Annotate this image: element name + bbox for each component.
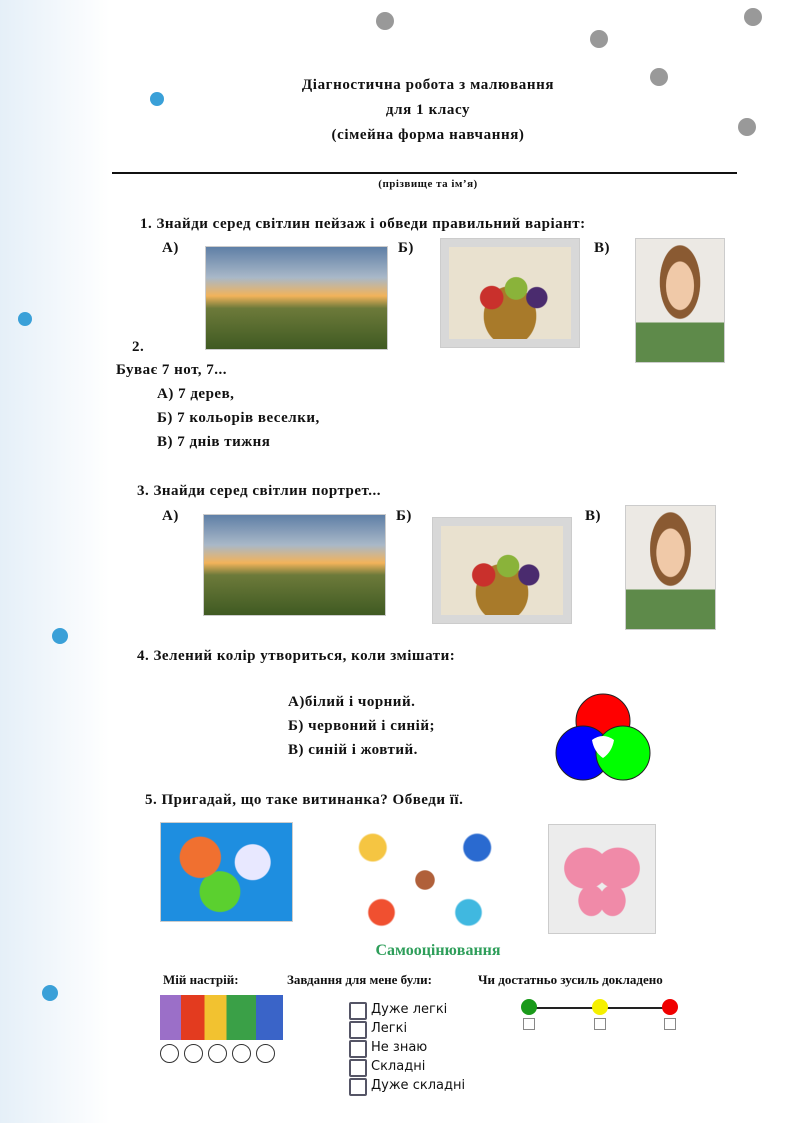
option-c-label: В) [594,240,610,256]
q4-option: Б) червоний і синій; [288,718,435,734]
question-1: 1. Знайди серед світлин пейзаж і обведи правильний варіант: [140,216,586,232]
task-checkbox[interactable] [349,1059,367,1077]
paper-flowers-photo[interactable] [160,822,293,922]
task-checkbox[interactable] [349,1040,367,1058]
q4-option: А)білий і чорний. [288,694,416,710]
mood-circle[interactable] [160,1044,179,1063]
name-line[interactable] [112,172,737,174]
diamond-decoration [376,12,394,30]
emotions-image [160,995,283,1040]
effort-label: Чи достатньо зусиль докладено [478,972,663,987]
option-c-label: В) [585,508,601,524]
mood-circle[interactable] [232,1044,251,1063]
ornament-ball-icon [42,985,58,1001]
question-4: 4. Зелений колір утвориться, коли змішати: [137,648,456,664]
name-caption: (прізвище та ім’я) [378,178,478,190]
title-line-2: для 1 класу [385,102,471,118]
diamond-decoration [590,30,608,48]
title-line-1: Діагностична робота з малювання [301,77,555,93]
snowflake-decoration [0,0,110,1123]
red-dot-icon [662,999,678,1015]
task-option: Легкі [371,1021,408,1036]
self-assessment-title: Самооцінювання [375,942,501,959]
option-b-label: Б) [398,240,414,256]
title-line-3: (сімейна форма навчання) [331,127,525,143]
option-a-label: А) [162,240,179,256]
question-3: 3. Знайди серед світлин портрет... [137,483,382,499]
task-checkbox[interactable] [349,1021,367,1039]
yellow-dot-icon [592,999,608,1015]
question-5: 5. Пригадай, що таке витинанка? Обведи її. [145,792,464,808]
green-dot-icon [521,999,537,1015]
q4-option: В) синій і жовтий. [288,742,418,758]
diamond-decoration [650,68,668,86]
q2-option: А) 7 дерев, [157,386,235,402]
mood-label: Мій настрій: [163,972,239,987]
still-life-photo[interactable] [432,517,572,624]
task-option: Не знаю [371,1040,428,1055]
effort-checkbox[interactable] [664,1018,676,1030]
diamond-decoration [744,8,762,26]
effort-checkbox[interactable] [523,1018,535,1030]
origami-photo[interactable] [338,826,512,934]
effort-checkbox[interactable] [594,1018,606,1030]
task-option: Складні [371,1059,426,1074]
landscape-photo[interactable] [205,246,388,350]
mood-circle[interactable] [208,1044,227,1063]
portrait-photo[interactable] [635,238,725,363]
option-a-label: А) [162,508,179,524]
ornament-ball-icon [150,92,164,106]
landscape-photo[interactable] [203,514,386,616]
tasks-label: Завдання для мене були: [287,972,432,987]
task-checkbox[interactable] [349,1078,367,1096]
task-option: Дуже легкі [371,1002,448,1017]
question-2-number: 2. [132,339,145,355]
task-option: Дуже складні [371,1078,466,1093]
paper-cut-butterfly-photo[interactable] [548,824,656,934]
still-life-photo[interactable] [440,238,580,348]
mood-circle[interactable] [184,1044,203,1063]
color-mixing-diagram [552,692,654,786]
ornament-ball-icon [18,312,32,326]
diamond-decoration [738,118,756,136]
ornament-ball-icon [52,628,68,644]
option-b-label: Б) [396,508,412,524]
q2-option: Б) 7 кольорів веселки, [157,410,320,426]
portrait-photo[interactable] [625,505,716,630]
task-checkbox[interactable] [349,1002,367,1020]
mood-circle[interactable] [256,1044,275,1063]
q2-option: В) 7 днів тижня [157,434,271,450]
question-2: Буває 7 нот, 7... [116,362,228,378]
